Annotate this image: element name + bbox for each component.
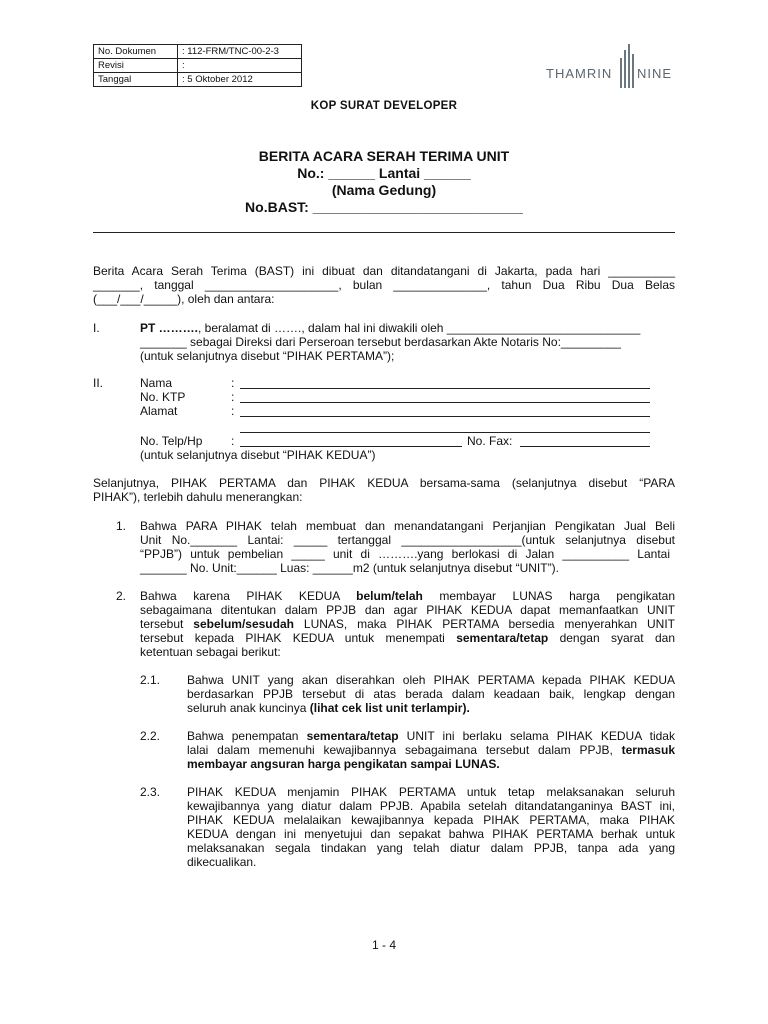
logo-text-right: NINE [637,66,673,81]
item2-line-1a: Bahwa karena PIHAK KEDUA [140,589,357,603]
letterhead-placeholder: KOP SURAT DEVELOPER [310,100,458,112]
item1-line-1: Bahwa PARA PIHAK telah membuat dan menandatangani Perjanjian Pengikatan Jual Beli [140,519,675,533]
document-title: BERITA ACARA SERAH TERIMA UNIT [258,148,510,164]
intro-line-2: _______, tanggal ____________________, bulan ______________, tahun Dua Ribu Dua Belas [93,278,675,292]
sub2-line-2a: lalai dalam memenuhi kewajibannya sebagaimana tersebut dalam PPJB, [187,743,622,757]
sub1-line-1: Bahwa UNIT yang akan diserahkan oleh PIHAK PERTAMA kepada PIHAK KEDUA [187,673,675,687]
date-value: : 5 Oktober 2012 [178,73,302,87]
sub2-including-bold: termasuk [621,743,675,757]
party2-fax-blank [520,446,650,447]
sub2-number: 2.2. [140,729,161,743]
item1-line-3: “PPJB”) untuk pembelian _____ unit di ……….yang berlokasi di Jalan __________ Lantai [140,547,670,561]
item1-line-2: Unit No._______ Lantai: _____ tertanggal __________________(untuk selanjutnya disebut [140,533,675,547]
title-bast-line: No.BAST: ___________________________ [245,199,523,215]
table-row [94,45,302,59]
sub1-line-3 [187,701,470,716]
party2-address-blank-2 [240,432,650,433]
item2-line-4a: tersebut kepada PIHAK KEDUA untuk menempati [140,631,457,645]
party2-ktp-label: No. KTP [140,390,186,404]
title-building-line: (Nama Gedung) [331,182,437,198]
party2-fax-label: No. Fax: [467,434,513,448]
doc-number-value: : 112-FRM/TNC-00-2-3 [178,45,302,59]
item2-line-1c: membayar LUNAS harga pengikatan [422,589,675,603]
item2-status-bold: belum/telah [356,589,423,603]
sub3-line-1: PIHAK KEDUA menjamin PIHAK PERTAMA untuk tetap melaksanakan seluruh [187,785,675,799]
sub3-line-5: melaksanakan segala tindakan yang telah diatur dalam PPJB, tanpa ada yang [187,841,675,855]
item2-line-1 [140,589,675,604]
sub3-line-3: PIHAK KEDUA melalaikan kewajibannya kepada PIHAK PERTAMA, maka PIHAK [187,813,675,827]
item2-occupancy-bold: sementara/tetap [456,631,549,645]
intro-line-3: (___/___/_____), oleh dan antara: [93,292,275,306]
party2-ktp-blank [240,402,650,403]
sub2-occupancy-bold: sementara/tetap [306,729,399,743]
party2-number: II. [93,376,104,390]
sub1-line-3a: seluruh anak kuncinya [187,701,310,715]
item2-line-3 [140,617,675,632]
recital-line-1: Selanjutnya, PIHAK PERTAMA dan PIHAK KEDUA bersama-sama (selanjutnya disebut “PARA [93,476,675,490]
sub3-number: 2.3. [140,785,161,799]
party2-phone-label: No. Telp/Hp [140,434,203,448]
party2-name-label: Nama [140,376,173,390]
item1-line-4: _______ No. Unit:______ Luas: ______m2 (untuk selanjutnya disebut “UNIT”). [140,561,559,575]
item2-number: 2. [116,589,127,603]
table-row [94,73,302,87]
party2-address-colon: : [231,404,235,418]
sub3-line-2: kewajibannya yang diatur dalam PPJB. Apabila setelah ditandatanganinya BAST ini, [187,799,675,813]
sub2-line-1c: UNIT ini berlaku selama PIHAK KEDUA tidak [398,729,675,743]
item2-line-2: sebagaimana ditentukan dalam PPJB dan agar PIHAK KEDUA dapat memanfaatkan UNIT [140,603,675,617]
sub2-line-1a: Bahwa penempatan [187,729,307,743]
table-row [94,59,302,73]
item2-line-3a: tersebut [140,617,194,631]
party2-phone-blank [240,446,462,447]
title-divider [93,232,675,233]
tower-bars-icon [618,44,636,88]
sub1-checklist-bold: (lihat cek list unit terlampir). [309,701,470,715]
title-number-line: No.: ______ Lantai ______ [297,165,471,181]
item2-line-5: ketentuan sebagai berikut: [140,645,281,659]
party2-name-colon: : [231,376,235,390]
date-label: Tanggal [94,73,178,87]
item2-timing-bold: sebelum/sesudah [193,617,294,631]
item2-line-4c: dengan syarat dan [548,631,675,645]
party2-name-blank [240,388,650,389]
sub2-line-1 [187,729,675,744]
thamrin-nine-logo [546,44,676,90]
recital-line-2: PIHAK”), terlebih dahulu menerangkan: [93,490,303,504]
party1-line-1-text: , beralamat di ……., dalam hal ini diwakili oleh _____________________________ [198,321,641,335]
sub2-line-3: membayar angsuran harga pengikatan sampai LUNAS. [187,757,500,771]
party1-number: I. [93,321,100,335]
party2-address-blank [240,416,650,417]
party2-ktp-colon: : [231,390,235,404]
sub2-line-2 [187,743,675,758]
item2-line-3c: LUNAS, maka PIHAK PERTAMA bersedia menyerahkan UNIT [293,617,675,631]
party2-note: (untuk selanjutnya disebut “PIHAK KEDUA”) [140,448,376,462]
logo-text-left: THAMRIN [546,66,613,81]
doc-number-label: No. Dokumen [94,45,178,59]
item2-line-4 [140,631,675,646]
party1-line-3: (untuk selanjutnya disebut “PIHAK PERTAMA”); [140,349,395,363]
sub3-line-4: KEDUA dengan ini menyetujui dan sepakat bahwa PIHAK PERTAMA berhak untuk [187,827,675,841]
party1-company: PT ………. [140,321,199,335]
sub3-line-6: dikecualikan. [187,855,257,869]
page-number: 1 - 4 [371,938,396,952]
intro-line-1: Berita Acara Serah Terima (BAST) ini dibuat dan ditandatangani di Jakarta, pada hari __________ [93,264,675,278]
party2-phone-colon: : [231,434,235,448]
sub1-line-2: berdasarkan PPJB tersebut di atas berada dalam keadaan baik, lengkap dengan [187,687,675,701]
item1-number: 1. [116,519,127,533]
party1-line-1 [140,321,640,336]
sub1-number: 2.1. [140,673,161,687]
party1-line-2: _______ sebagai Direksi dari Perseroan tersebut berdasarkan Akte Notaris No:_________ [140,335,621,349]
revision-value: : [178,59,302,73]
document-info-table [93,44,302,87]
party2-address-label: Alamat [140,404,178,418]
revision-label: Revisi [94,59,178,73]
